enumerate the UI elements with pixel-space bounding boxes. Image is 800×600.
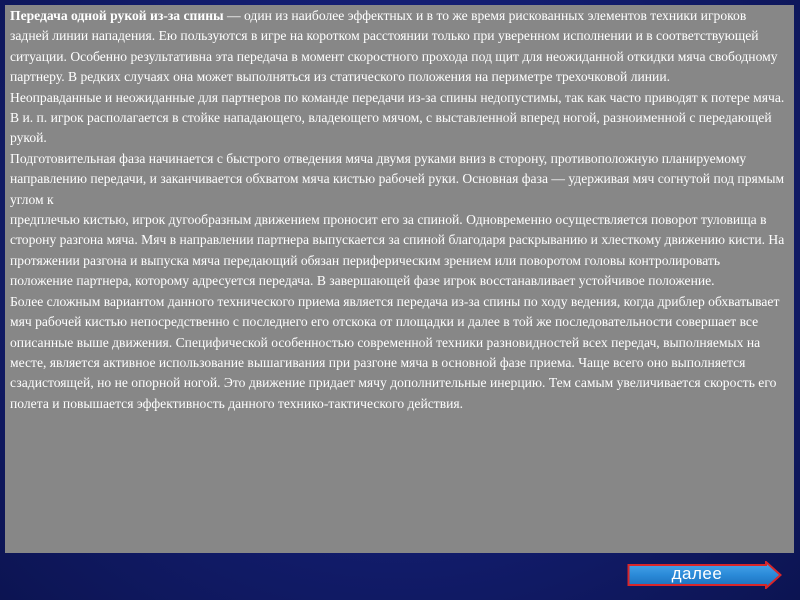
- paragraph-intro: [10, 6, 786, 88]
- intro-text: — один из наиболее эффектных и в то же время рискованных элементов техники игроков задней линии нападения. Ею пользуются в игре на коротком расстоянии только при уверенном исполнении и в соответствующей ситуации. Особенно результативна эта передача в момент скоростного прохода под щит для неожиданной откидки мяча свободному партнеру. В редких случаях она может выполняться из статического положения на периметре трехочковой линии.: [10, 8, 778, 85]
- paragraph-5: Более сложным вариантом данного технического приема является передача из-за спины по ходу ведения, когда дриблер обхватывает мяч рабочей кистью непосредственно с последнего его отскока от площадки и далее в той же последовательности совершает все описанные выше движения. Специфической особенностью современной техники разновидностей всех передач, выполняемых на месте, является активное использование вышагивания при разгоне мяча в основной фазе приема. Чаще всего оно выполняется сзадистоящей, но не опорной ногой. Это движение придает мячу дополнительные инерцию. Тем самым увеличивается скорость его полета и повышается эффективность данного технико-тактического действия.: [10, 293, 780, 411]
- paragraph-2: Неоправданные и неожиданные для партнеров по команде передачи из-за спины недопустимы, так как часто приводят к потере мяча. В и. п. игрок располагается в стойке нападающего, владеющего мячом, с выставленной вперед ногой, разноименной с передающей рукой.: [10, 89, 785, 146]
- next-button[interactable]: [627, 561, 782, 589]
- paragraph-3: Подготовительная фаза начинается с быстрого отведения мяча двумя руками вниз в сторону, противоположную планируемому направлению передачи, и заканчивается обхватом мяча кистью рабочей руки. Основная фаза — удерживая мяч согнутой под прямым углом к: [10, 150, 785, 207]
- content-text-box: [5, 5, 794, 553]
- intro-bold-term: Передача одной рукой из-за спины: [10, 8, 224, 23]
- paragraph-4: предплечью кистью, игрок дугообразным движением проносит его за спиной. Одновременно осуществляется поворот туловища в сторону разгона мяча. Мяч в направлении партнера выпускается за спиной благодаря раскрыванию и хлесткому движению кисти. На протяжении разгона и выпуска мяча передающий обязан периферическим зрением или поворотом головы контролировать положение партнера, которому адресуется передача. В завершающей фазе игрок восстанавливает устойчивое положение.: [10, 212, 785, 289]
- next-button-label: далее: [671, 564, 723, 583]
